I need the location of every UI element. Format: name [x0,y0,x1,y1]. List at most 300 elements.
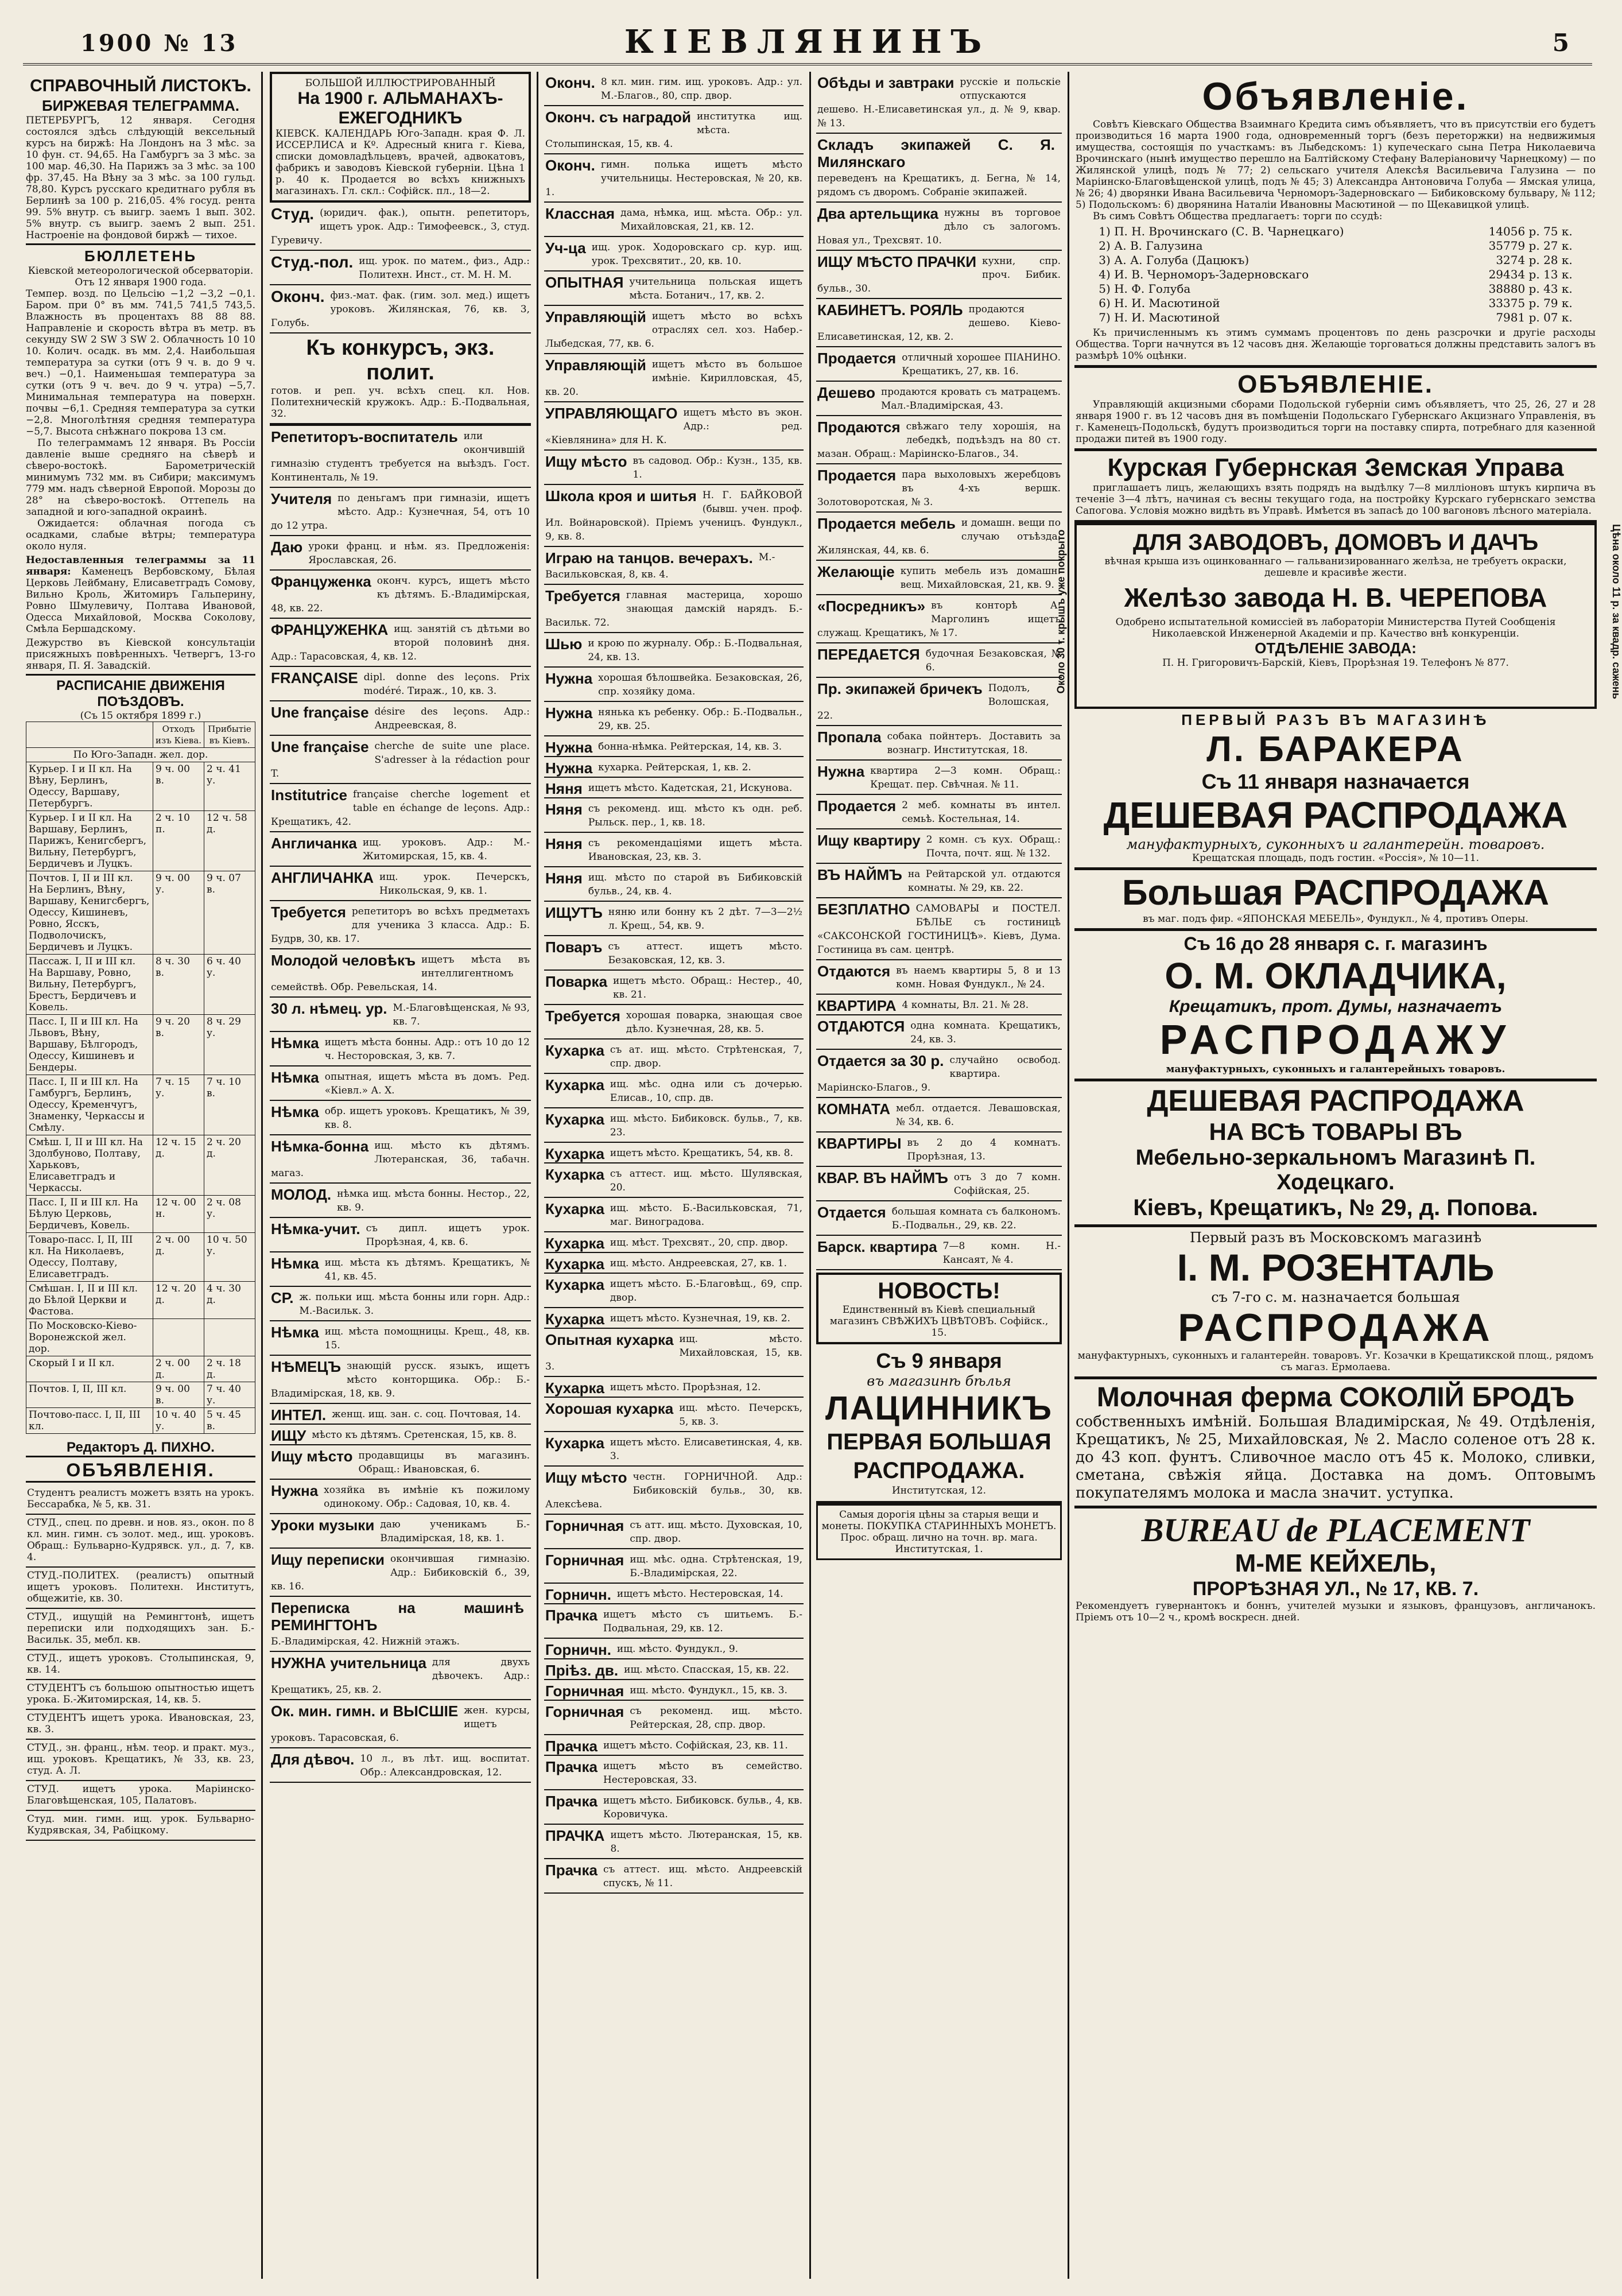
credit-society-intro: Въ симъ Совѣтъ Общества предлагаетъ: торги по ссудѣ: [1093,211,1383,222]
classified-lead: Прачка [545,1861,597,1879]
classified-lead: Ищу переписки [271,1551,385,1568]
baraker-title: ДЕШЕВАЯ РАСПРОДАЖА [1103,794,1568,836]
cherepov-subtitle: вѣчная крыша изъ оцинкованнаго — гальванизированнаго желѣза, не требуетъ окраски, дешевле и красивѣе жести. [1104,556,1567,579]
classified-lead: Поварка [545,973,608,990]
classified-lead: Нѣмка-учит. [271,1220,360,1238]
classified-ad [816,995,1062,1015]
schedule-cell [204,1319,255,1356]
schedule-cell: 8 ч. 29 у. [204,1015,255,1075]
classified-ad [816,1236,1062,1270]
classified-text: ищетъ мѣста въ интеллигентномъ семействѣ. Обр. Ревельская, 14. [271,954,530,993]
classified-ad [270,667,531,701]
classified-text: 4 комнаты, Вл. 21. № 28. [902,999,1029,1011]
schedule-cell: Смѣш. I, II и III кл. На Здолбуново, Полтаву, Харьковъ, Елисаветградъ и Черкассы. [26,1135,153,1196]
classified-lead: Няня [545,835,583,852]
classified-lead: Нѣмка-бонна [271,1138,369,1155]
classified-lead: Школа кроя и шитья [545,487,697,505]
classified-text: ищетъ мѣсто. Нестеровская, 14. [616,1588,783,1600]
credit-list-amount: 14056 р. 75 к. [1488,224,1573,238]
classified-ad [544,1329,804,1377]
classified-ad [270,901,531,949]
classified-ad [816,898,1062,960]
schedule-subtitle: (Съ 15 октября 1899 г.) [80,710,201,722]
almanac-text: КІЕВСК. КАЛЕНДАРЬ Юго-Западн. края Ф. Л. ИССЕРЛИСА и Кº. Адресный книга г. Кіева, списки домовладѣльцевъ, врачей, адвокатовъ, фабрикъ и заводовъ Кіевской губерніи. Цѣна 1 р. 40 к. Продается во всѣхъ книжныхъ магазинахъ. Гл. скл.: Софійск. пл., 18—2. [275,128,525,197]
schedule-cell: 9 ч. 00 у. [153,871,204,955]
classified-lead: Оконч. съ наградой [545,108,692,126]
classified-ad [816,134,1062,203]
classified-text: переведенъ на Крещатикъ, д. Бегна, № 14, рядомъ съ дворомъ. Собраніе экипажей. [817,173,1061,198]
classified-lead: Оконч. [545,74,595,91]
classified-text: ищетъ мѣсто. Прорѣзная, 12. [610,1382,761,1393]
konkurs-text: готов. и реп. уч. всѣхъ спец. кл. Нов. Политехническій кружокъ. Адр.: Б.-Подвальная, 32. [271,385,530,420]
col3-classifieds [544,72,804,1894]
classified-lead: Пріѣз. дв. [545,1662,619,1679]
schedule-cell: 12 ч. 00 н. [153,1196,204,1233]
classified-lead: Оконч. [545,157,595,174]
classified-lead: Оконч. [271,288,325,305]
classified-text: въ садовод. Обр.: Кузн., 135, кв. 1. [632,455,802,480]
classified-ad [544,354,804,402]
classified-text: кухарка. Рейтерская, 1, кв. 2. [598,762,751,773]
rosenthal-top: Первый разъ въ Московскомъ магазинѣ [1189,1230,1482,1246]
credit-list-row [1096,282,1575,296]
classified-lead: Кухарка [545,1111,604,1128]
classified-text: ищ. мѣсто къ дѣтямъ. Лютеранская, 36, табачн. магаз. [271,1140,530,1179]
credit-list-name: 5) Н. Ф. Голуба [1099,282,1191,296]
schedule-row [26,1075,255,1135]
classified-text: ищ. урок. по матем., физ., Адр.: Политехн. Инст., ст. М. Н. М. [359,255,530,281]
classified-ad: СТУД., спец. по древн. и нов. яз., окон. по 8 кл. мин. гимн. съ золот. мед., ищ. уроковъ. Обращ.: Бульварно-Кудрявск. ул., д. 7, кв. 4. [26,1515,255,1568]
classified-lead: Кухарка [545,1200,604,1217]
classified-lead: Няня [545,780,583,797]
classified-text: ищ. мѣсто по старой въ Бибиковскій бульв., 24, кв. 4. [588,872,802,897]
schedule-cell: Почтов. I, II и III кл. На Берлинъ, Вѣну, Варшаву, Кенигсбергъ, Одессу, Кишиневъ, Ровно, Ясскъ, Подволочискъ, Бердичевъ и Луцкъ. [26,871,153,955]
classified-lead: ОТДАЮТСЯ [817,1018,905,1035]
schedule-cell: Скорый I и II кл. [26,1356,153,1382]
credit-society-table [1096,224,1575,325]
classified-text: бонна-нѣмка. Рейтерская, 14, кв. 3. [598,741,782,753]
rosenthal-title: РАСПРОДАЖА [1178,1306,1493,1349]
classified-lead: Дешево [817,384,875,401]
schedule-cell: 2 ч. 10 п. [153,811,204,871]
credit-list-name: 1) П. Н. Врочинскаго (С. В. Чарнецкаго) [1099,224,1344,238]
classified-ad [270,1356,531,1404]
credit-society-text: Совѣтъ Кіевскаго Общества Взаимнаго Кредита симъ объявляетъ, что въ присутствіи его будетъ производиться 16 марта 1900 года, одновременный торгъ (безъ переторжки) на недвижимыя имущества, состоящія по участкамъ: въ Лыбедскомъ: 1) купеческаго сына Петра Николаевича Врочинскаго (нынѣ имущество перешло на Балтійскому Стефану Валеріановичу Чарнецкому) — по Жилянской улицѣ, подъ № 77; 2) сельскаго учителя Алексѣя Васильевича Галузина — по Маріинско-Благовѣщенской улицѣ, подъ № 45; 3) Александра Антоновича Голуба — Ямская улица, № 26; 4) дворянки Ивана Васильевича Черноморъ-Задерновскаго — Бибиковскому бульвару, № 112; 5) Подольскомъ: 6) дворянина Наталіи Ивановны Масютиной — по Щекавицкой улицѣ. [1076,119,1596,211]
big-sale-ad [1074,870,1597,931]
classified-text: опытная, ищетъ мѣста въ домъ. Ред. «Кіевл.» А. Х. [324,1071,530,1096]
schedule-cell: Курьер. I и II кл. На Варшаву, Берлинъ, Парижъ, Кенигсбергъ, Вильну, Петербургъ, Бердичевъ и Луцкъ. [26,811,153,871]
schedule-header-cell [26,722,153,748]
almanac-title: На 1900 г. АЛЬМАНАХЪ-ЕЖЕГОДНИКЪ [297,89,503,127]
classified-lead: АНГЛИЧАНКА [271,869,374,886]
column-display-ads [1055,72,1622,2279]
col1-classifieds [26,1485,255,1841]
classified-lead: FRANÇAISE [271,669,358,687]
cherepov-address: П. Н. Григоровичъ-Барскій, Кіевъ, Прорѣзная 19. Телефонъ № 877. [1162,657,1509,669]
classified-lead: Хорошая кухарка [545,1400,674,1417]
classified-lead: Прачка [545,1607,597,1624]
classified-lead: Ищу мѣсто [271,1448,353,1465]
classified-lead: Молодой человѣкъ [271,952,416,969]
classified-ad [270,488,531,536]
schedule-cell: 8 ч. 30 в. [153,955,204,1015]
classified-lead: КВАРТИРА [817,997,897,1014]
classified-ad [544,1398,804,1432]
classified-text: въ 2 до 4 комнатъ. Прорѣзная, 13. [907,1137,1061,1162]
classified-ad: СТУД.-ПОЛИТЕХ. (реалистъ) опытный ищетъ уроковъ. Политехн. Институтъ, общежитіе, кв. 30. [26,1568,255,1609]
classified-lead: Нужна [545,670,593,687]
classified-ad [270,1480,531,1514]
flowers-ad [816,1273,1062,1344]
classified-ad [544,1198,804,1232]
classified-ad [544,633,804,668]
classified-ad [816,513,1062,561]
classified-ad [816,829,1062,864]
classified-text: репетиторъ во всѣхъ предметахъ для ученика 3 класса. Адр.: Б. Будрв, 30, кв. 17. [271,906,530,945]
classified-ad [270,1404,531,1425]
baraker-date: Съ 11 января назначается [1201,770,1470,793]
col4-classifieds [816,72,1062,1270]
classified-text: cherche de suite une place. S'adresser à la rédaction pour T. [271,740,530,779]
lacinnik-name: ЛАЦИННИКЪ [825,1390,1053,1427]
classified-ad [270,619,531,667]
classified-lead: Продается [817,350,897,367]
bulletin-title: БЮЛЛЕТЕНЬ [84,247,197,265]
classified-ad [816,72,1062,134]
credit-society-tail: Къ причисленнымъ къ этимъ суммамъ процентовъ по день разсрочки и другіе расходы Общества. Торги начнутся въ 12 часовъ дня. Желающіе торговаться должны представить залогъ въ размѣрѣ 10% оцѣнки. [1076,327,1596,362]
classified-text: ищетъ мѣсто. Обращ.: Нестер., 40, кв. 21. [613,975,802,1000]
classified-lead: Студ.-пол. [271,253,354,271]
classified-ad [270,1652,531,1700]
classified-text: или окончившій гимназію студентъ требуется на выѣздъ. Гост. Континенталь, № 19. [271,430,530,483]
delayed-telegrams-text: Каменецъ Вербовскому, Бѣлая Церковь Лейбману, Елисаветградъ Сомову, Вильно Кроль, Житомиръ Гальперину, Ровно Шмулевичу, Полтава Ивановой, Одесса Михайловой, Москва Соколову, Смѣла Бершадскому. [26,566,255,635]
classified-text: оконч. курсъ, ищетъ мѣсто къ дѣтямъ. Б.-Владимірская, 48, кв. 22. [271,575,530,614]
konkurs-title: Къ конкурсъ, экз. полит. [306,336,495,385]
credit-list-row [1096,296,1575,311]
classified-text: продаются дешево. Кіево-Елисаветинская, 12, кв. 2. [817,304,1061,343]
rosenthal-subtitle: съ 7-го с. м. назначается большая [1211,1289,1460,1305]
classified-text: нужны въ торговое дѣло съ залогомъ. Новая ул., Трехсвят. 10. [817,207,1061,246]
classified-ad [544,902,804,936]
classified-ad [816,795,1062,829]
classified-text: ищетъ мѣста бонны. Адр.: отъ 10 до 12 ч. Несторовская, 3, кв. 7. [324,1037,530,1062]
schedule-cell: 10 ч. 40 у. [153,1408,204,1434]
classified-ad [544,757,804,778]
classified-text: ищ. урок. Ходоровскаго ср. кур. ищ. урок. Трехсвятит., 20, кв. 10. [591,242,802,267]
rosenthal-name: І. М. РОЗЕНТАЛЬ [1177,1246,1495,1289]
classified-lead: Англичанка [271,835,357,852]
classified-lead: Нѣмка [271,1324,319,1341]
credit-list-amount: 35779 р. 27 к. [1488,239,1573,253]
bureau-address: ПРОРѢЗНАЯ УЛ., № 17, КВ. 7. [1192,1578,1479,1600]
classified-lead: Горничн. [545,1586,611,1603]
classified-lead: Пр. экипажей бричекъ [817,680,983,697]
credit-list-amount: 7981 р. 07 к. [1496,311,1573,324]
cherepov-side-right: Цѣна около 11 р. за квадр. сажень [1611,524,1622,699]
classified-ad [544,1735,804,1756]
column-classifieds-2 [270,72,531,2279]
credit-list-amount: 33375 р. 79 к. [1488,296,1573,310]
classified-ad: Студентъ реалистъ можетъ взять на урокъ. Бессарабка, № 5, кв. 31. [26,1485,255,1515]
credit-list-row [1096,239,1575,253]
classified-ad [270,251,531,285]
classified-ad [270,1597,531,1652]
okladchik-ad [1074,931,1597,1081]
classified-lead: Продается мебель [817,515,956,532]
classified-ad [544,971,804,1005]
classified-ad [270,571,531,619]
bulletin-forecast: Ожидается: облачная погода съ осадками, слабые вѣтры; температура около нуля. [26,518,255,552]
classified-text: съ дипл. ищетъ урок. Прорѣзная, 4, кв. 6. [366,1223,530,1248]
big-sale-title: Большая РАСПРОДАЖА [1122,873,1550,913]
classified-ad [544,1308,804,1329]
okladchik-address: Крещатикъ, прот. Думы, назначаетъ [1169,997,1503,1016]
schedule-cell [153,1319,204,1356]
rosenthal-text: мануфактурныхъ, суконныхъ и галантерейн. товаровъ. Уг. Козачки в Крещатикской площ., рядомъ съ магаз. Ермолаева. [1077,1350,1594,1373]
classified-text: ищетъ мѣсто. Кадетская, 21, Искунова. [588,782,793,794]
classified-text: главная мастерица, хорошо знающая дамскій нарядъ. Б.-Васильк. 72. [545,589,802,629]
classified-ad [270,867,531,901]
classified-ad [816,864,1062,898]
classified-lead: Ок. мин. гимн. и ВЫСШІЕ [271,1702,459,1720]
classified-lead: Кухарка [545,1255,604,1273]
classified-ad [544,1432,804,1467]
credit-list-row [1096,311,1575,325]
schedule-cell: 7 ч. 10 в. [204,1075,255,1135]
classified-lead: Шью [545,635,583,653]
classified-lead: Опытная кухарка [545,1331,674,1348]
classified-text: 10 л., въ лѣт. ищ. воспитат. Обр.: Александровская, 12. [360,1753,530,1778]
classified-lead: Няня [545,870,583,887]
schedule-cell: 4 ч. 30 д. [204,1282,255,1319]
schedule-cell: Пасс. I, II и III кл. На Бѣлую Церковь, Бердичевъ, Ковель. [26,1196,153,1233]
classified-ad [544,1253,804,1274]
classified-lead: Кухарка [545,1235,604,1252]
reference-title: СПРАВОЧНЫЙ ЛИСТОКЪ. [30,76,251,95]
classified-lead: Прачка [545,1737,597,1755]
credit-list-name: 7) Н. И. Масютиной [1099,311,1220,324]
classified-lead: Два артельщика [817,205,938,222]
classified-text: ищ. мѣсто. Б.-Васильковская, 71, маг. Виноградова. [610,1203,802,1228]
classified-text: дама, нѣмка, ищ. мѣста. Обр.: ул. Михайловская, 21, кв. 12. [620,207,802,232]
schedule-row [26,1282,255,1319]
classified-ad [816,1015,1062,1050]
classified-text: ищетъ мѣсто въ экон. Адр.: ред. «Кіевлянина» для Н. К. [545,407,802,446]
classified-lead: Классная [545,205,615,222]
classified-ad [270,1549,531,1597]
classified-ad: СТУД., ищетъ уроковъ. Столыпинская, 9, кв. 14. [26,1650,255,1680]
credit-list-row [1096,267,1575,282]
credit-list-amount: 29434 р. 13 к. [1488,267,1573,281]
classified-ad [544,1005,804,1040]
classified-lead: Кухарка [545,1310,604,1328]
coins-text: Самыя дорогія цѣны за старыя вещи и монеты. ПОКУПКА СТАРИННЫХЪ МОНЕТЪ. Проc. обращ. лично на точн. вр. мага. Институтская, 1. [821,1509,1057,1555]
classified-lead: Продается [817,467,897,484]
bureau-name: М-МЕ КЕЙХЕЛЬ, [1235,1549,1437,1577]
classified-lead: Горничн. [545,1641,611,1658]
classified-lead: Отдаются [817,963,891,980]
classified-text: въ наемъ квартиры 5, 8 и 13 комн. Новая Фундукл., № 24. [896,965,1061,990]
classified-text: гимн. полька ищетъ мѣсто учительницы. Нестеровская, № 20, кв. 1. [545,159,802,198]
classified-ad [816,1050,1062,1098]
consultation-duty: Дежурство въ Кіевской консультаціи присяжныхъ повѣренныхъ. Четвергъ, 13-го января, П. Я. Завадскій. [26,637,255,672]
column-classifieds-4 [816,72,1062,2279]
classified-lead: Нужна [271,1482,319,1499]
cherepov-title: Желѣзо завода Н. В. ЧЕРЕПОВА [1124,583,1547,612]
classified-lead: Требуется [271,903,346,921]
classified-ad [544,1163,804,1198]
classified-ad [270,784,531,832]
classified-ad [270,998,531,1032]
okladchik-date: Съ 16 до 28 января с. г. магазинъ [1183,933,1488,954]
train-schedule-table [26,722,255,1434]
classified-text: квартира 2—3 комн. Обращ.: Крещат. пер. Свѣчная. № 11. [870,765,1061,790]
schedule-cell: 12 ч. 20 д. [153,1282,204,1319]
flowers-text: Единственный въ Кіевѣ специальный магазинъ СВѢЖИХЪ ЦВѢТОВЪ. Софійск., 15. [829,1304,1049,1339]
classified-text: честн. ГОРНИЧНОЙ. Адр.: Бибиковскій бульв., 30, кв. Алексѣева. [545,1471,802,1510]
classified-ad [544,1659,804,1680]
editor-line: Редакторъ Д. ПИХНО. [26,1440,255,1457]
khodetsky-subtitle: НА ВСѢ ТОВАРЫ ВЪ [1209,1118,1462,1145]
classified-ad [544,867,804,902]
classified-text: съ рекоменд. ищ. мѣсто къ одн. реб. Рыльск. пер., 1, кв. 18. [588,803,802,828]
schedule-row [26,871,255,955]
schedule-cell: 9 ч. 00 в. [153,762,204,811]
schedule-row [26,1356,255,1382]
classified-text: Подолъ, Волошская, 22. [817,682,1049,722]
dairy-text: собственныхъ имѣній. Большая Владимірская, № 49. Отдѣленія, Крещатикъ, № 25, Михайловская, № 2. Масло соленое отъ 28 к. до 43 коп. фунтъ. Сливочное масло отъ 45 к. Молоко, сливки, сметана, свѣжія яйца. Доставка на домъ. Оптовымъ покупателямъ молока и масла значит. уступка. [1076,1413,1596,1502]
lacinnik-pre: въ магазинѣ бѣлья [867,1373,1011,1389]
classified-lead: Пропала [817,728,882,746]
classified-ad [544,1467,804,1515]
classified-ad [270,1184,531,1218]
column-reference [26,72,255,2279]
classified-lead: Горничная [545,1552,624,1569]
schedule-row [26,1233,255,1282]
kursk-ad [1074,451,1597,523]
classified-lead: Отдается [817,1204,886,1221]
classified-ad [544,106,804,154]
classified-ad [270,285,531,333]
classified-ad [816,1201,1062,1236]
classified-ad [544,833,804,867]
classified-lead: Кухарка [545,1434,604,1452]
schedule-cell: 2 ч. 00 д. [153,1356,204,1382]
classified-lead: Горничная [545,1703,624,1720]
telegram-title: БИРЖЕВАЯ ТЕЛЕГРАММА. [41,97,240,114]
classified-ad: Студ. мин. гимн. ищ. урок. Бульварно-Кудрявская, 34, Рабіцкому. [26,1811,255,1841]
classified-lead: Требуется [545,1007,620,1025]
classified-text: ищ. мѣсто. Бибиковск. бульв., 7, кв. 23. [610,1113,802,1138]
classified-ad [816,1167,1062,1201]
classified-lead: Француженка [271,573,371,590]
credit-society-list [1096,224,1575,325]
classified-ad [544,485,804,547]
flowers-title: НОВОСТЬ! [878,1278,1000,1304]
classified-ad [816,347,1062,382]
khodetsky-ad [1074,1081,1597,1227]
schedule-cell: 9 ч. 07 в. [204,871,255,955]
classified-lead: ИЩУ [271,1427,306,1444]
column-rule [261,72,263,2279]
classified-ad [270,203,531,251]
classified-text: ищ. мѣсто. Андреевская, 27, кв. 1. [610,1258,787,1269]
classified-text: мѣсто къ дѣтямъ. Сретенская, 15, кв. 8. [312,1429,517,1441]
classified-lead: Ищу квартиру [817,832,921,849]
classified-lead: Нужна [545,759,593,777]
schedule-cell: 9 ч. 00 в. [153,1382,204,1408]
schedule-cell: Пасс. I, II и III кл. На Львовъ, Вѣну, Варшаву, Бѣлгородъ, Одессу, Кишиневъ и Бендеры. [26,1015,153,1075]
classified-ad [544,547,804,585]
schedule-cell: 2 ч. 41 у. [204,762,255,811]
classified-lead: Играю на танцов. вечерахъ. [545,549,753,567]
classified-lead: Желающіе [817,563,895,580]
classified-ad [544,1825,804,1859]
classified-ad [544,668,804,702]
cherepov-department: ОТДѢЛЕНІЕ ЗАВОДА: [1255,639,1417,657]
bureau-ad [1074,1508,1597,1627]
classified-ad [816,1133,1062,1167]
classified-text: française cherche logement et table en échange de leçons. Адр.: Крещатикъ, 42. [271,789,530,828]
classified-text: съ аттест. ищ. мѣсто. Андреевскій спускъ, № 11. [603,1864,802,1889]
schedule-row [26,762,255,811]
classified-ad [544,306,804,354]
classified-ad: СТУДЕНТЪ ищетъ урока. Ивановская, 23, кв. 3. [26,1710,255,1740]
classified-lead: Une française [271,704,369,721]
classified-text: жен. курсы, ищетъ уроковъ. Тарасовская, 6. [271,1705,530,1744]
classified-ad [544,1143,804,1163]
classified-lead: СР. [271,1289,294,1306]
classified-text: ищ. мѣсто. Михайловская, 15, кв. 3. [545,1333,802,1372]
excise-ad [1074,368,1597,451]
schedule-row [26,955,255,1015]
excise-text: Управляющій акцизными сборами Подольской губерніи симъ объявляетъ, что 25, 26, 27 и 28 января 1900 г. въ 12 часовъ дня въ помѣщеніи Подольскаго Губернскаго Акцизнаго Управленія, въ г. Каменецъ-Подольскѣ, будутъ производиться торги на поставку спирта, потребнаго для казенной продажи питей въ 1900 году. [1076,399,1596,445]
schedule-header-row [26,722,255,748]
classified-lead: Уроки музыки [271,1517,375,1534]
khodetsky-name: Мебельно-зеркальномъ Магазинѣ П. Ходецкаго. [1135,1146,1536,1194]
okladchik-text: мануфактурныхъ, суконныхъ и галантерейныхъ товаровъ. [1166,1064,1505,1075]
classified-text: ищетъ мѣсто въ большое имѣніе. Кирилловская, 45, кв. 20. [545,359,802,398]
classified-text: физ.-мат. фак. (гим. зол. мед.) ищетъ уроковъ. Жилянская, 76, кв. 3, Голубь. [271,290,530,329]
classified-ad [544,272,804,306]
classified-ad [270,536,531,571]
classified-lead: Кухарка [545,1145,604,1162]
classified-text: ищ. мѣс. одна. Стрѣтенская, 19, Б.-Владимірская, 22. [630,1554,802,1579]
delayed-telegrams-title: Недоставленныя телеграммы за 11 января: [26,554,255,577]
classified-text: Н. Г. БАЙКОВОЙ (бывш. учен. проф. Ил. Войнаровской). Пріемъ ученицъ. Фундукл., 9, кв. 8. [545,490,802,542]
dairy-ad [1074,1379,1597,1508]
divider [26,674,255,676]
classified-ad [816,643,1062,678]
classified-lead: НѢМЕЦЪ [271,1358,341,1375]
classified-ad [544,203,804,237]
bulletin-subtitle: Кіевской метеорологической обсерваторіи. Отъ 12 января 1900 года. [28,265,254,288]
credit-list-amount: 3274 р. 28 к. [1496,253,1573,267]
kursk-title: Курская Губернская Земская Управа [1107,453,1564,482]
classified-ad [270,736,531,784]
classified-text: М.-Васильковская, 8, кв. 4. [545,552,775,580]
schedule-cell: Почтов. I, II, III кл. [26,1382,153,1408]
classified-ad [544,1756,804,1790]
classified-lead: Для дѣвоч. [271,1751,355,1768]
classified-text: ищ. занятій съ дѣтьми во второй половинѣ дня. Адр.: Тарасовская, 4, кв. 12. [271,623,530,662]
classified-text: ищетъ мѣсто съ шитьемъ. Б.-Подвальная, 29, кв. 12. [603,1609,802,1634]
okladchik-name: О. М. ОКЛАДЧИКА, [1165,955,1507,996]
schedule-row [26,1015,255,1075]
classified-text: ж. польки ищ. мѣста бонны или горн. Адр.: М.-Васильк. 3. [299,1292,530,1317]
classified-text: désire des leçons. Адр.: Андреевская, 8. [374,706,530,731]
classified-ad: СТУДЕНТЪ съ большою опытностью ищетъ урока. Б.-Житомирская, 14, кв. 5. [26,1680,255,1710]
